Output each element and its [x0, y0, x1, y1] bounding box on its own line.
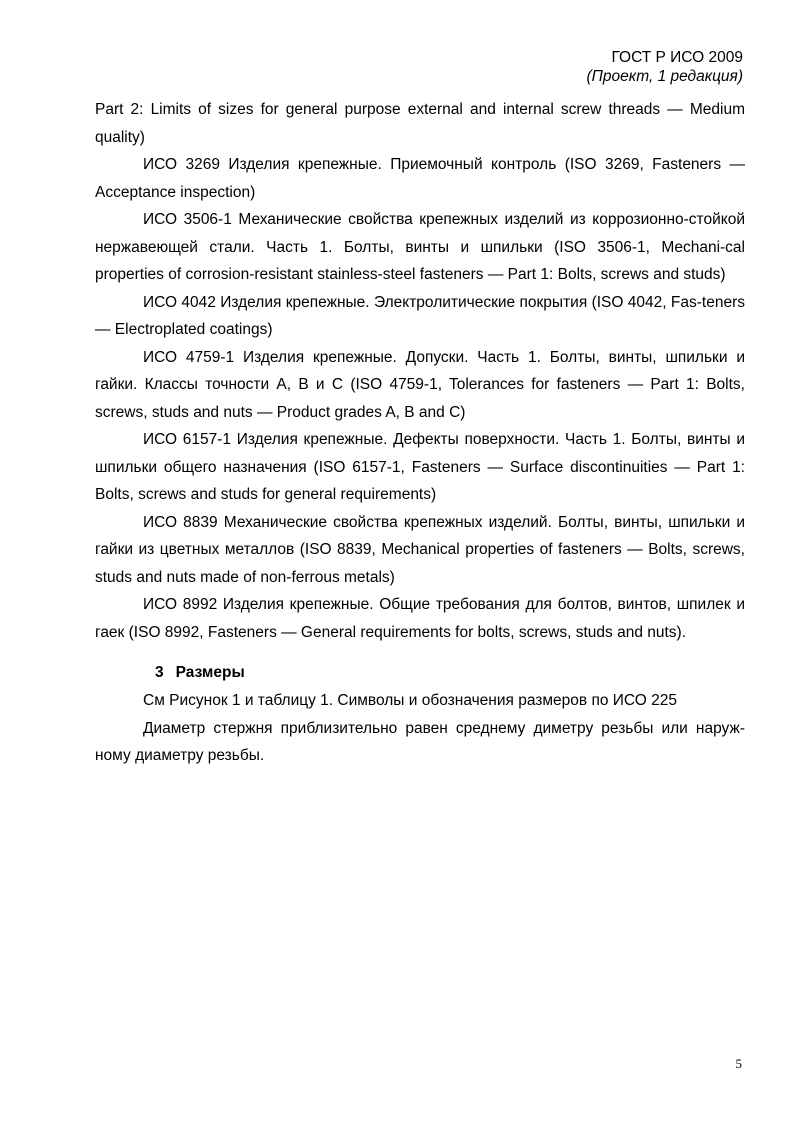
paragraph-iso-8839: ИСО 8839 Механические свойства крепежных изделий. Болты, винты, шпильки и гайки из цветных металлов (ISO 8839, Mechanical properties of fasteners — Bolts, screws, studs and nuts made of non-ferrous metals) — [95, 513, 745, 586]
document-body — [95, 96, 745, 770]
page-number: 5 — [735, 1056, 742, 1071]
paragraph-iso-4042: ИСО 4042 Изделия крепежные. Электролитические покрытия (ISO 4042, Fas-teners — Electroplated coatings) — [95, 293, 745, 338]
document-subtitle: (Проект, 1 редакция) — [586, 68, 743, 85]
paragraph-iso-4759-1: ИСО 4759-1 Изделия крепежные. Допуски. Часть 1. Болты, винты, шпильки и гайки. Классы точности А, В и С (ISO 4759-1, Tolerances for fasteners — Part 1: Bolts, screws, studs and nuts — Product grades A, B and C) — [95, 348, 745, 421]
paragraph-iso-8992: ИСО 8992 Изделия крепежные. Общие требования для болтов, винтов, шпилек и гаек (ISO 8992, Fasteners — General requirements for bolts, screws, studs and nuts). — [95, 596, 745, 641]
paragraph-continuation: Part 2: Limits of sizes for general purpose external and internal screw threads — Medium quality) — [95, 101, 745, 146]
section-paragraph-reference: См Рисунок 1 и таблицу 1. Символы и обозначения размеров по ИСО 225 — [143, 692, 677, 709]
section-number: 3 — [155, 664, 164, 681]
page-header — [586, 48, 743, 86]
section-paragraph-diameter: Диаметр стержня приблизительно равен среднему диметру резьбы или наруж-ному диаметру резьбы. — [95, 719, 745, 764]
section-heading — [95, 659, 745, 687]
paragraph-iso-3269: ИСО 3269 Изделия крепежные. Приемочный контроль (ISO 3269, Fasteners — Acceptance inspection) — [95, 156, 745, 201]
section-title: Размеры — [175, 664, 245, 681]
paragraph-iso-3506-1: ИСО 3506-1 Механические свойства крепежных изделий из коррозионно-стойкой нержавеющей стали. Часть 1. Болты, винты и шпильки (ISO 3506-1, Mechani-cal properties of corrosion-resistant stainless-steel fasteners — Part 1: Bolts, screws and studs) — [95, 211, 745, 283]
document-title: ГОСТ Р ИСО 2009 — [611, 49, 743, 66]
paragraph-iso-6157-1: ИСО 6157-1 Изделия крепежные. Дефекты поверхности. Часть 1. Болты, винты и шпильки общего назначения (ISO 6157-1, Fasteners — Surface discontinuities — Part 1: Bolts, screws and studs for general requirements) — [95, 431, 745, 503]
